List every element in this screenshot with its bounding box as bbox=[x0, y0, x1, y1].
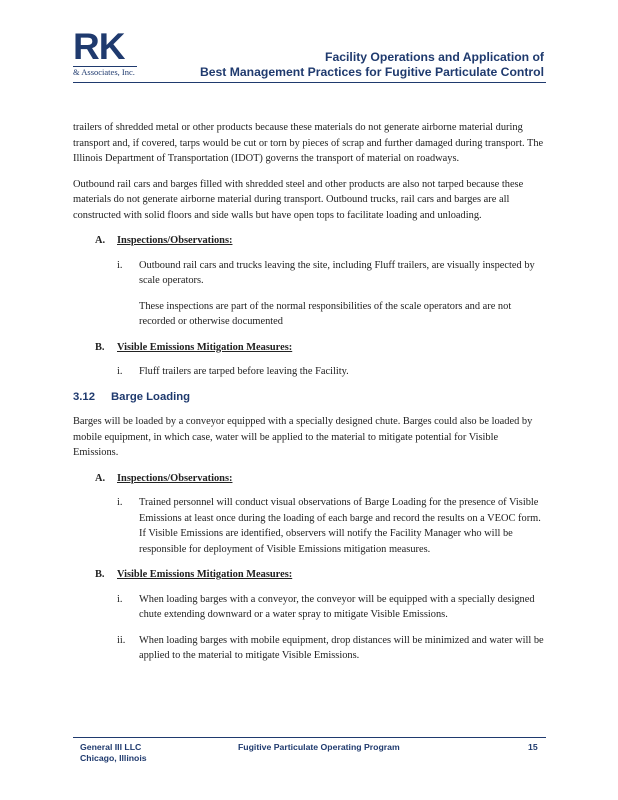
paragraph: Outbound rail cars and barges filled with shredded steel and other products are also not tarped because these materials do not generate airborne material during transport. Outbound trucks, rail cars and barges are all constructed with solid floors and side walls but have open tops to facilitate loading and unloading. bbox=[73, 178, 524, 221]
page-body bbox=[73, 120, 544, 674]
footer-company: General III LLC bbox=[80, 742, 142, 752]
subsection-heading bbox=[73, 233, 544, 249]
list-item bbox=[73, 258, 544, 289]
section-title: Barge Loading bbox=[111, 390, 191, 403]
list-item-text: Trained personnel will conduct visual observations of Barge Loading for the presence of Visible Emissions at least once during the loading of each barge and record the results on a VEOC form. If Visible Emissions are identified, observers will notify the Facility Manager who will be responsible for deployment of Visible Emissions mitigation measures. bbox=[139, 497, 541, 555]
subsection-title: Inspections/Observations: bbox=[117, 235, 233, 246]
list-item-text: When loading barges with mobile equipment, drop distances will be minimized and water will be applied to the material to mitigate Visible Emissions. bbox=[139, 634, 544, 661]
subsection-letter: B. bbox=[95, 569, 105, 580]
list-item bbox=[73, 495, 544, 557]
footer-location: Chicago, Illinois bbox=[80, 753, 147, 763]
list-item-number: i. bbox=[117, 497, 123, 508]
subsection-title: Visible Emissions Mitigation Measures: bbox=[117, 569, 293, 580]
list-item-text: Fluff trailers are tarped before leaving the Facility. bbox=[139, 366, 349, 377]
subsection-title: Inspections/Observations: bbox=[117, 472, 233, 484]
paragraph: trailers of shredded metal or other products because these materials do not generate airborne material during transport and, if covered, tarps would be cut or torn by pieces of scrap and further damaged during transport. The Illinois Department of Transportation (IDOT) governs the transport of material on roadways. bbox=[73, 122, 544, 164]
footer-company-block bbox=[80, 742, 147, 764]
logo-subtitle: & Associates, Inc. bbox=[73, 66, 137, 77]
list-item-text: When loading barges with a conveyor, the conveyor will be equipped with a specially designed chute extending downward or a water spray to mitigate Visible Emissions. bbox=[139, 593, 535, 620]
list-item-text: Outbound rail cars and trucks leaving the site, including Fluff trailers, are visually inspected by scale operators. bbox=[139, 259, 535, 286]
header-divider bbox=[73, 82, 546, 83]
header-line-2: Best Management Practices for Fugitive Particulate Control bbox=[199, 65, 544, 79]
subsection-letter: A. bbox=[95, 472, 106, 484]
subsection-heading bbox=[73, 567, 544, 583]
list-item bbox=[73, 364, 544, 380]
list-item-number: ii. bbox=[117, 634, 126, 646]
list-item-number: i. bbox=[117, 259, 123, 271]
list-item bbox=[73, 633, 544, 664]
company-logo bbox=[73, 26, 143, 77]
logo-mark: RK bbox=[73, 26, 125, 67]
list-item bbox=[73, 592, 544, 623]
subsection-heading bbox=[73, 471, 544, 487]
subsection-heading bbox=[73, 340, 544, 356]
section-heading bbox=[73, 390, 544, 406]
subsection-letter: B. bbox=[95, 341, 105, 353]
document-header bbox=[200, 50, 544, 80]
header-line-1: Facility Operations and Application of bbox=[325, 50, 544, 64]
footer-divider bbox=[73, 737, 546, 738]
list-item-number: i. bbox=[117, 593, 123, 605]
subsection-letter: A. bbox=[95, 235, 106, 246]
subsection-title: Visible Emissions Mitigation Measures: bbox=[117, 341, 293, 353]
section-number: 3.12 bbox=[73, 390, 95, 403]
paragraph: Barges will be loaded by a conveyor equipped with a specially designed chute. Barges could also be loaded by mobile equipment, in which case, water will be applied to the material to mitigate potential for Visible Emissions. bbox=[73, 416, 533, 458]
footer-program: Fugitive Particulate Operating Program bbox=[238, 742, 400, 752]
list-item-number: i. bbox=[117, 366, 123, 377]
page-number: 15 bbox=[528, 742, 538, 752]
list-item-note: These inspections are part of the normal responsibilities of the scale operators and are not recorded or otherwise documented bbox=[139, 300, 512, 327]
